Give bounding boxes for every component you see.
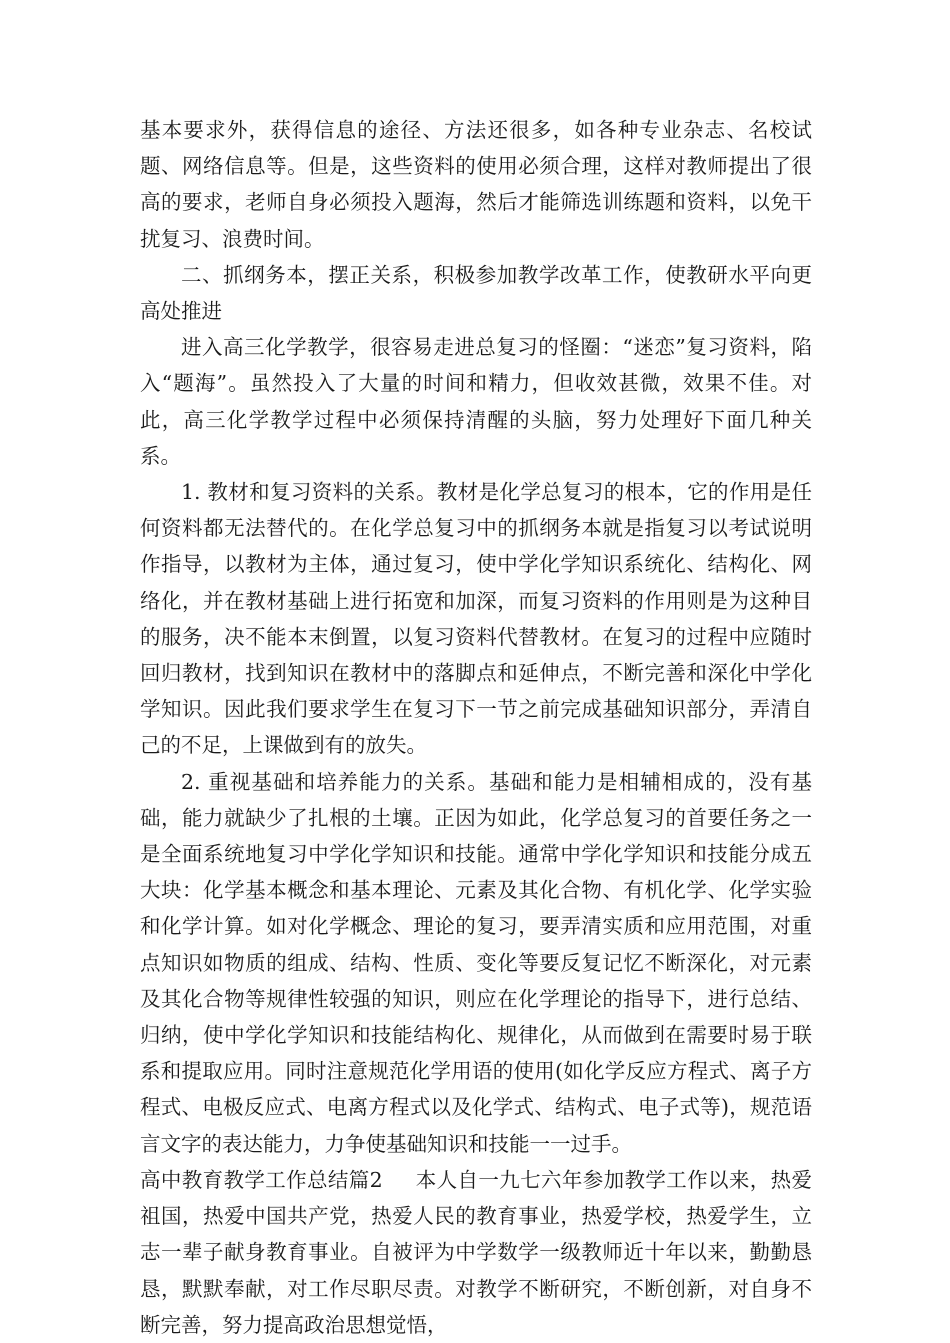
section-title-part2: 高中教育教学工作总结篇2: [140, 1167, 383, 1192]
paragraph-item-one: 1. 教材和复习资料的关系。教材是化学总复习的根本，它的作用是任何资料都无法替代的。在化学总复习中的抓纲务本就是指复习以考试说明作指导，以教材为主体，通过复习，使中学化学知识系统化、结构化、网络化，并在教材基础上进行拓宽和加深，而复习资料的作用则是为这种目的服务，决不能本末倒置，以复习资料代替教材。在复习的过程中应随时回归教材，找到知识在教材中的落脚点和延伸点，不断完善和深化中学化学知识。因此我们要求学生在复习下一节之前完成基础知识部分，弄清自己的不足，上课做到有的放失。: [140, 480, 812, 758]
paragraph-continuation: 基本要求外，获得信息的途径、方法还很多，如各种专业杂志、名校试题、网络信息等。但是，这些资料的使用必须合理，这样对教师提出了很高的要求，老师自身必须投入题海，然后才能筛选训练题和资料，以免干扰复习、浪费时间。: [140, 118, 812, 251]
paragraph-item-two: 2. 重视基础和培养能力的关系。基础和能力是相辅相成的，没有基础，能力就缺少了扎根的土壤。正因为如此，化学总复习的首要任务之一是全面系统地复习中学化学知识和技能。通常中学化学知识和技能分成五大块：化学基本概念和基本理论、元素及其化合物、有机化学、化学实验和化学计算。如对化学概念、理论的复习，要弄清实质和应用范围，对重点知识如物质的组成、结构、性质、变化等要反复记忆不断深化，对元素及其化合物等规律性较强的知识，则应在化学理论的指导下，进行总结、归纳，使中学化学知识和技能结构化、规律化，从而做到在需要时易于联系和提取应用。同时注意规范化学用语的使用(如化学反应方程式、离子方程式、电极反应式、电离方程式以及化学式、结构式、电子式等)，规范语言文字的表达能力，力争使基础知识和技能一一过手。: [140, 769, 812, 1156]
paragraph-intro: 进入高三化学教学，很容易走进总复习的怪圈：“迷恋”复习资料，陷入“题海”。虽然投入了大量的时间和精力，但收效甚微，效果不佳。对此，高三化学教学过程中必须保持清醒的头脑，努力处理好下面几种关系。: [140, 335, 812, 468]
final-section-text: 本人自一九七六年参加教学工作以来，热爱祖国，热爱中国共产党，热爱人民的教育事业，热爱学校，热爱学生，立志一辈子献身教育事业。自被评为中学数学一级教师近十年以来，勤勤恳恳，默默奉献，对工作尽职尽责。对教学不断研究，不断创新，对自身不断完善，努力提高政治思想觉悟，: [140, 1167, 813, 1337]
section-heading-two: 二、抓纲务本，摆正关系，积极参加教学改革工作，使教研水平向更高处推进: [140, 262, 812, 324]
document-body: [140, 112, 812, 1343]
final-section: [140, 1162, 812, 1343]
